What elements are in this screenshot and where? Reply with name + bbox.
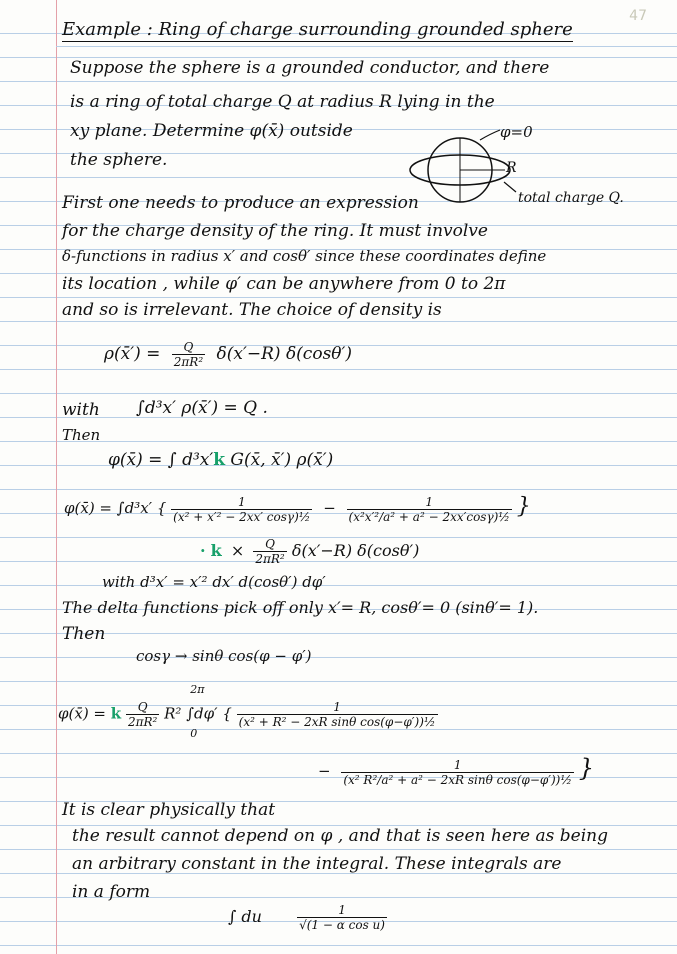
volume-element-line: with d³x′ = x′² dx′ d(cosθ′) dφ′ xyxy=(102,573,326,591)
final-den-1: (x² + R² − 2xR sinθ cos(φ−φ′))½ xyxy=(238,715,436,729)
final-den-2: (x² R²/a² + a² − 2xR sinθ cos(φ−φ′))½ xyxy=(343,772,572,787)
integral-upper-limit: 2π xyxy=(190,682,205,696)
final-lhs: φ(x̄) = xyxy=(58,704,107,723)
phi2-den-2: (x²x′²/a² + a² − 2xx′cosγ)½ xyxy=(348,509,510,524)
intro-line-1: Suppose the sphere is a grounded conductor, and there xyxy=(70,58,550,78)
final-num-2: 1 xyxy=(341,758,574,773)
phi2-num-2: 1 xyxy=(347,495,512,510)
cos-gamma-substitution: cosγ → sinθ cos(φ − φ′) xyxy=(136,647,312,665)
density-rhs: δ(x′−R) δ(cosθ′) xyxy=(216,344,353,364)
factor-numerator: Q xyxy=(253,537,286,552)
final-num-1: 1 xyxy=(237,700,438,715)
phi2-den-1: (x² + x′² − 2xx′ cosγ)½ xyxy=(173,509,311,524)
page-number: 47 xyxy=(629,8,647,24)
density-fraction xyxy=(172,340,205,369)
k-constant-3: k xyxy=(110,704,122,723)
final-factor-fraction xyxy=(126,700,159,729)
conclusion-line-3: an arbitrary constant in the integral. These integrals are xyxy=(72,854,562,874)
margin-line xyxy=(56,0,57,954)
intro-line-4: the sphere. xyxy=(70,150,168,170)
intro-line-2: is a ring of total charge Q at radius R lying in the xyxy=(70,92,495,112)
potential-factor-equation xyxy=(200,537,419,566)
paragraph-line-3: δ-functions in radius x′ and cosθ′ since these coordinates define xyxy=(62,247,547,265)
label-radius: R xyxy=(506,160,517,176)
page-title: Example : Ring of charge surrounding grounded sphere xyxy=(62,19,573,40)
label-phi-zero: φ=0 xyxy=(500,123,533,141)
final-close-brace: } xyxy=(578,754,595,782)
integral-lower-limit: 0 xyxy=(190,726,198,740)
phi2-fraction-1 xyxy=(171,495,312,524)
k-constant-2: k xyxy=(210,541,222,560)
phi2-lhs: φ(x̄) = ∫d³x′ { xyxy=(64,499,167,517)
final-fraction-2 xyxy=(341,758,574,787)
conclusion-line-4: in a form xyxy=(72,882,151,902)
conclusion-line-2: the result cannot depend on φ , and that is seen here as being xyxy=(72,826,608,846)
label-total-charge: total charge Q. xyxy=(518,190,624,206)
form-denominator: √(1 − α cos u) xyxy=(299,918,385,932)
integral-form-equation xyxy=(228,903,387,932)
then-label-1: Then xyxy=(62,426,101,444)
times-operator: × xyxy=(230,541,245,560)
intro-line-3: xy plane. Determine φ(x̄) outside xyxy=(70,121,353,141)
dot-operator: · xyxy=(200,541,206,560)
header-rule xyxy=(56,46,677,47)
with-label-1: with xyxy=(62,400,100,420)
form-numerator: 1 xyxy=(297,903,387,918)
phi2-minus: − xyxy=(323,499,336,517)
paragraph-line-5: and so is irrelevant. The choice of density is xyxy=(62,300,442,320)
final-integral: ∫dφ′ { xyxy=(186,704,232,723)
potential-green-equation xyxy=(108,450,333,470)
final-second-term xyxy=(318,754,594,787)
factor-denominator: 2πR² xyxy=(255,552,285,566)
paragraph-line-1: First one needs to produce an expression xyxy=(62,193,419,213)
final-minus: − xyxy=(318,762,331,780)
density-lhs: ρ(x̄′) = xyxy=(104,344,161,364)
conclusion-line-1: It is clear physically that xyxy=(62,800,276,820)
density-denominator: 2πR² xyxy=(173,355,204,369)
paragraph-line-2: for the charge density of the ring. It must involve xyxy=(62,221,488,241)
form-fraction xyxy=(297,903,387,932)
phi2-fraction-2 xyxy=(347,495,512,524)
final-r-squared: R² xyxy=(164,704,182,723)
delta-functions-line: The delta functions pick off only x′= R, cosθ′= 0 (sinθ′= 1). xyxy=(62,598,539,617)
density-numerator: Q xyxy=(172,340,205,355)
factor-rhs: δ(x′−R) δ(cosθ′) xyxy=(291,541,420,560)
phi1-post: G(x̄, x̄′) ρ(x̄′) xyxy=(230,450,334,470)
form-integral: ∫ du xyxy=(228,907,262,926)
factor-fraction xyxy=(253,537,286,566)
normalization-equation: ∫d³x′ ρ(x̄′) = Q . xyxy=(136,398,268,418)
then-label-2: Then xyxy=(62,624,106,644)
phi2-num-1: 1 xyxy=(171,495,312,510)
final-factor-num: Q xyxy=(126,700,159,715)
density-equation xyxy=(104,340,352,369)
final-fraction-1 xyxy=(237,700,438,729)
final-factor-den: 2πR² xyxy=(127,715,158,729)
final-potential-equation xyxy=(58,682,438,740)
phi2-close-brace: } xyxy=(516,494,531,519)
potential-expanded-equation xyxy=(64,494,531,524)
paragraph-line-4: its location , while φ′ can be anywhere from 0 to 2π xyxy=(62,274,506,294)
k-constant-1: k xyxy=(213,450,225,470)
phi1-pre: φ(x̄) = ∫ d³x′ xyxy=(108,450,214,470)
